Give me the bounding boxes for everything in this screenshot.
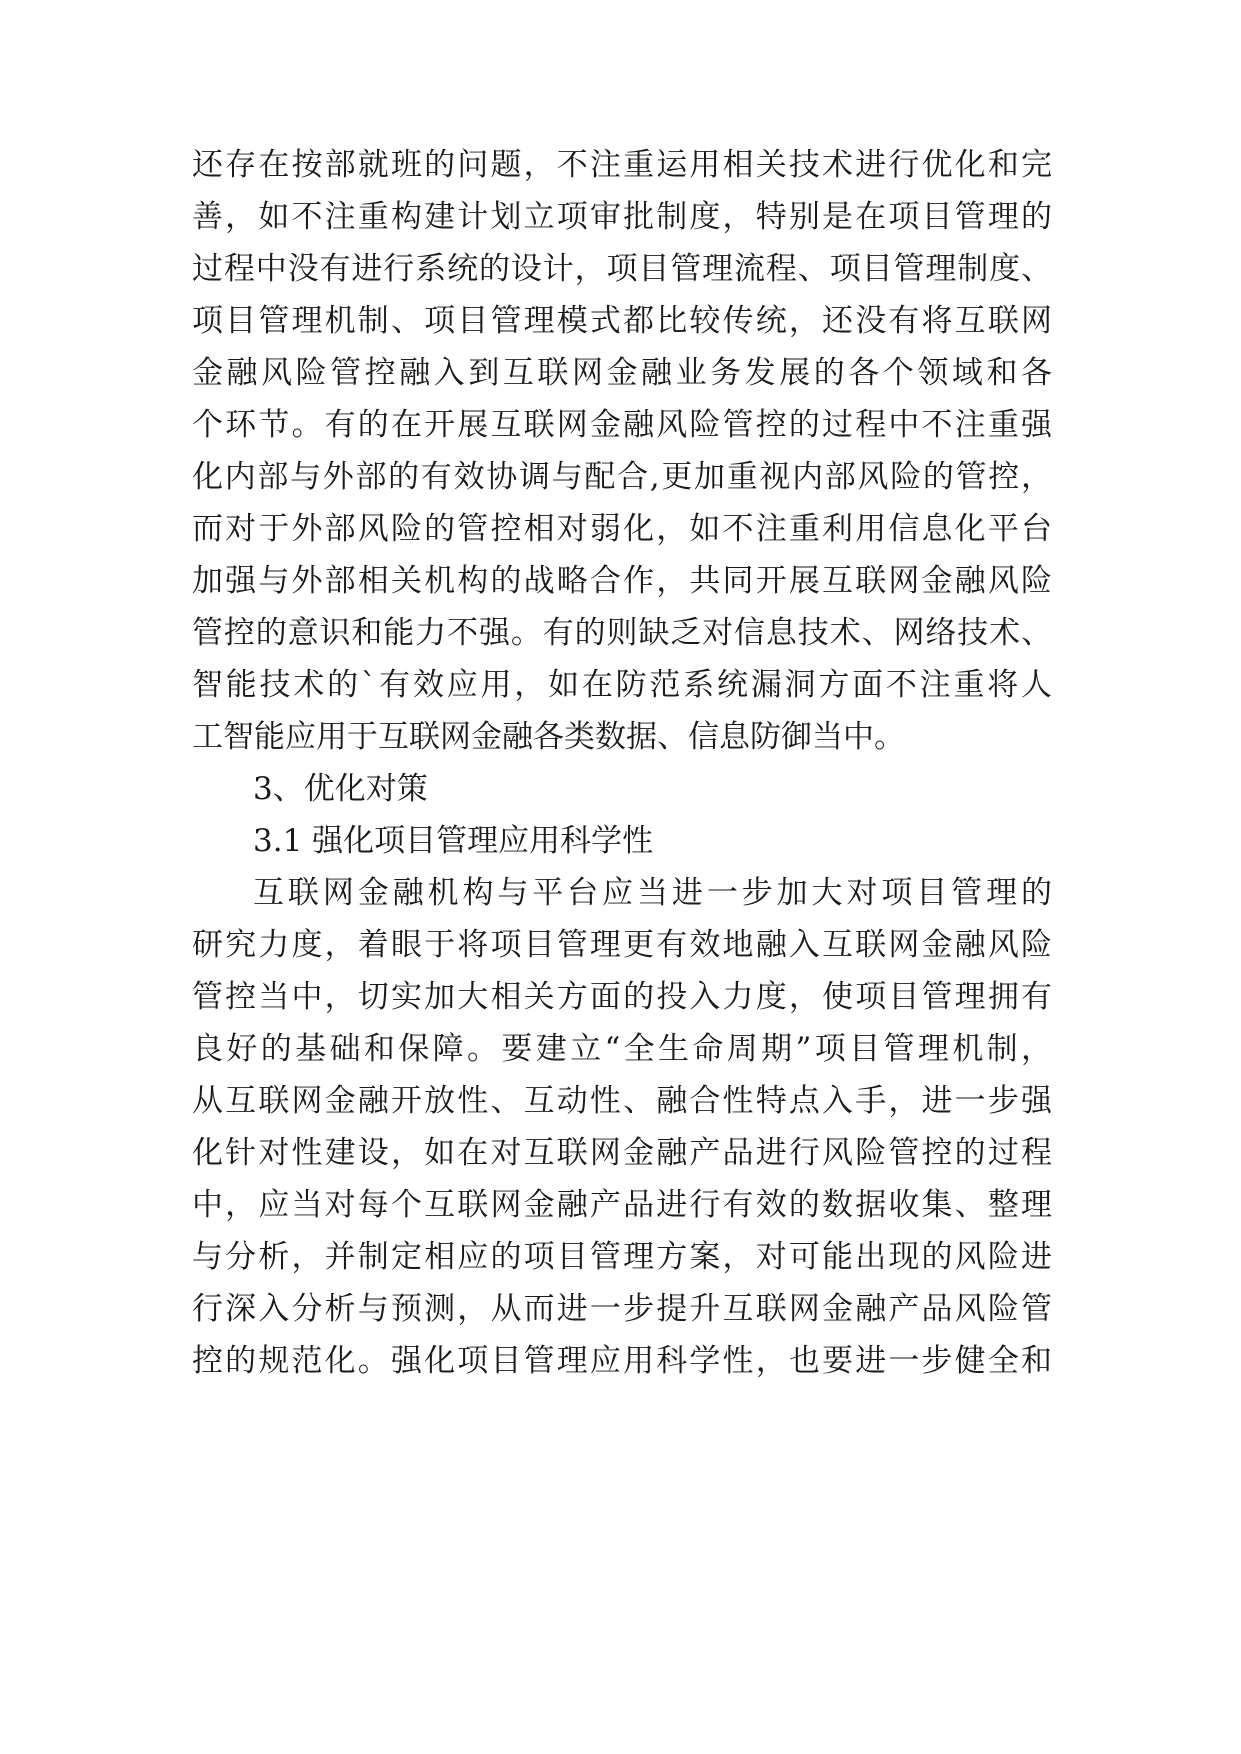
paragraph-line: 良好的基础和保障。要建立“全生命周期”项目管理机制， bbox=[192, 1031, 1052, 1067]
subsection-heading: 3.1 强化项目管理应用科学性 bbox=[253, 823, 654, 859]
paragraph-line: 管控当中，切实加大相关方面的投入力度，使项目管理拥有 bbox=[192, 979, 1052, 1015]
paragraph-line: 行深入分析与预测，从而进一步提升互联网金融产品风险管 bbox=[192, 1291, 1052, 1327]
paragraph-line: 互联网金融机构与平台应当进一步加大对项目管理的 bbox=[253, 875, 1052, 911]
paragraph-line: 而对于外部风险的管控相对弱化，如不注重利用信息化平台 bbox=[192, 511, 1052, 547]
paragraph-line: 还存在按部就班的问题，不注重运用相关技术进行优化和完 bbox=[192, 147, 1052, 183]
section-heading: 3、优化对策 bbox=[253, 771, 428, 807]
paragraph-line: 过程中没有进行系统的设计，项目管理流程、项目管理制度、 bbox=[192, 251, 1052, 287]
paragraph-line: 研究力度，着眼于将项目管理更有效地融入互联网金融风险 bbox=[192, 927, 1052, 963]
paragraph-line: 善，如不注重构建计划立项审批制度，特别是在项目管理的 bbox=[192, 199, 1052, 235]
paragraph-line: 金融风险管控融入到互联网金融业务发展的各个领域和各 bbox=[192, 355, 1052, 391]
paragraph-line: 控的规范化。强化项目管理应用科学性，也要进一步健全和 bbox=[192, 1343, 1052, 1379]
paragraph-line: 化针对性建设，如在对互联网金融产品进行风险管控的过程 bbox=[192, 1135, 1052, 1171]
paragraph-line: 项目管理机制、项目管理模式都比较传统，还没有将互联网 bbox=[192, 303, 1052, 339]
paragraph-line: 从互联网金融开放性、互动性、融合性特点入手，进一步强 bbox=[192, 1083, 1052, 1119]
paragraph-line: 管控的意识和能力不强。有的则缺乏对信息技术、网络技术、 bbox=[192, 615, 1052, 651]
paragraph-line: 化内部与外部的有效协调与配合,更加重视内部风险的管控， bbox=[192, 459, 1052, 495]
paragraph-line: 个环节。有的在开展互联网金融风险管控的过程中不注重强 bbox=[192, 407, 1052, 443]
paragraph-line: 加强与外部相关机构的战略合作，共同开展互联网金融风险 bbox=[192, 563, 1052, 599]
paragraph-line: 智能技术的`有效应用，如在防范系统漏洞方面不注重将人 bbox=[192, 667, 1052, 703]
paragraph-line: 与分析，并制定相应的项目管理方案，对可能出现的风险进 bbox=[192, 1239, 1052, 1275]
paragraph-line: 工智能应用于互联网金融各类数据、信息防御当中。 bbox=[192, 719, 905, 755]
paragraph-line: 中，应当对每个互联网金融产品进行有效的数据收集、整理 bbox=[192, 1187, 1052, 1223]
